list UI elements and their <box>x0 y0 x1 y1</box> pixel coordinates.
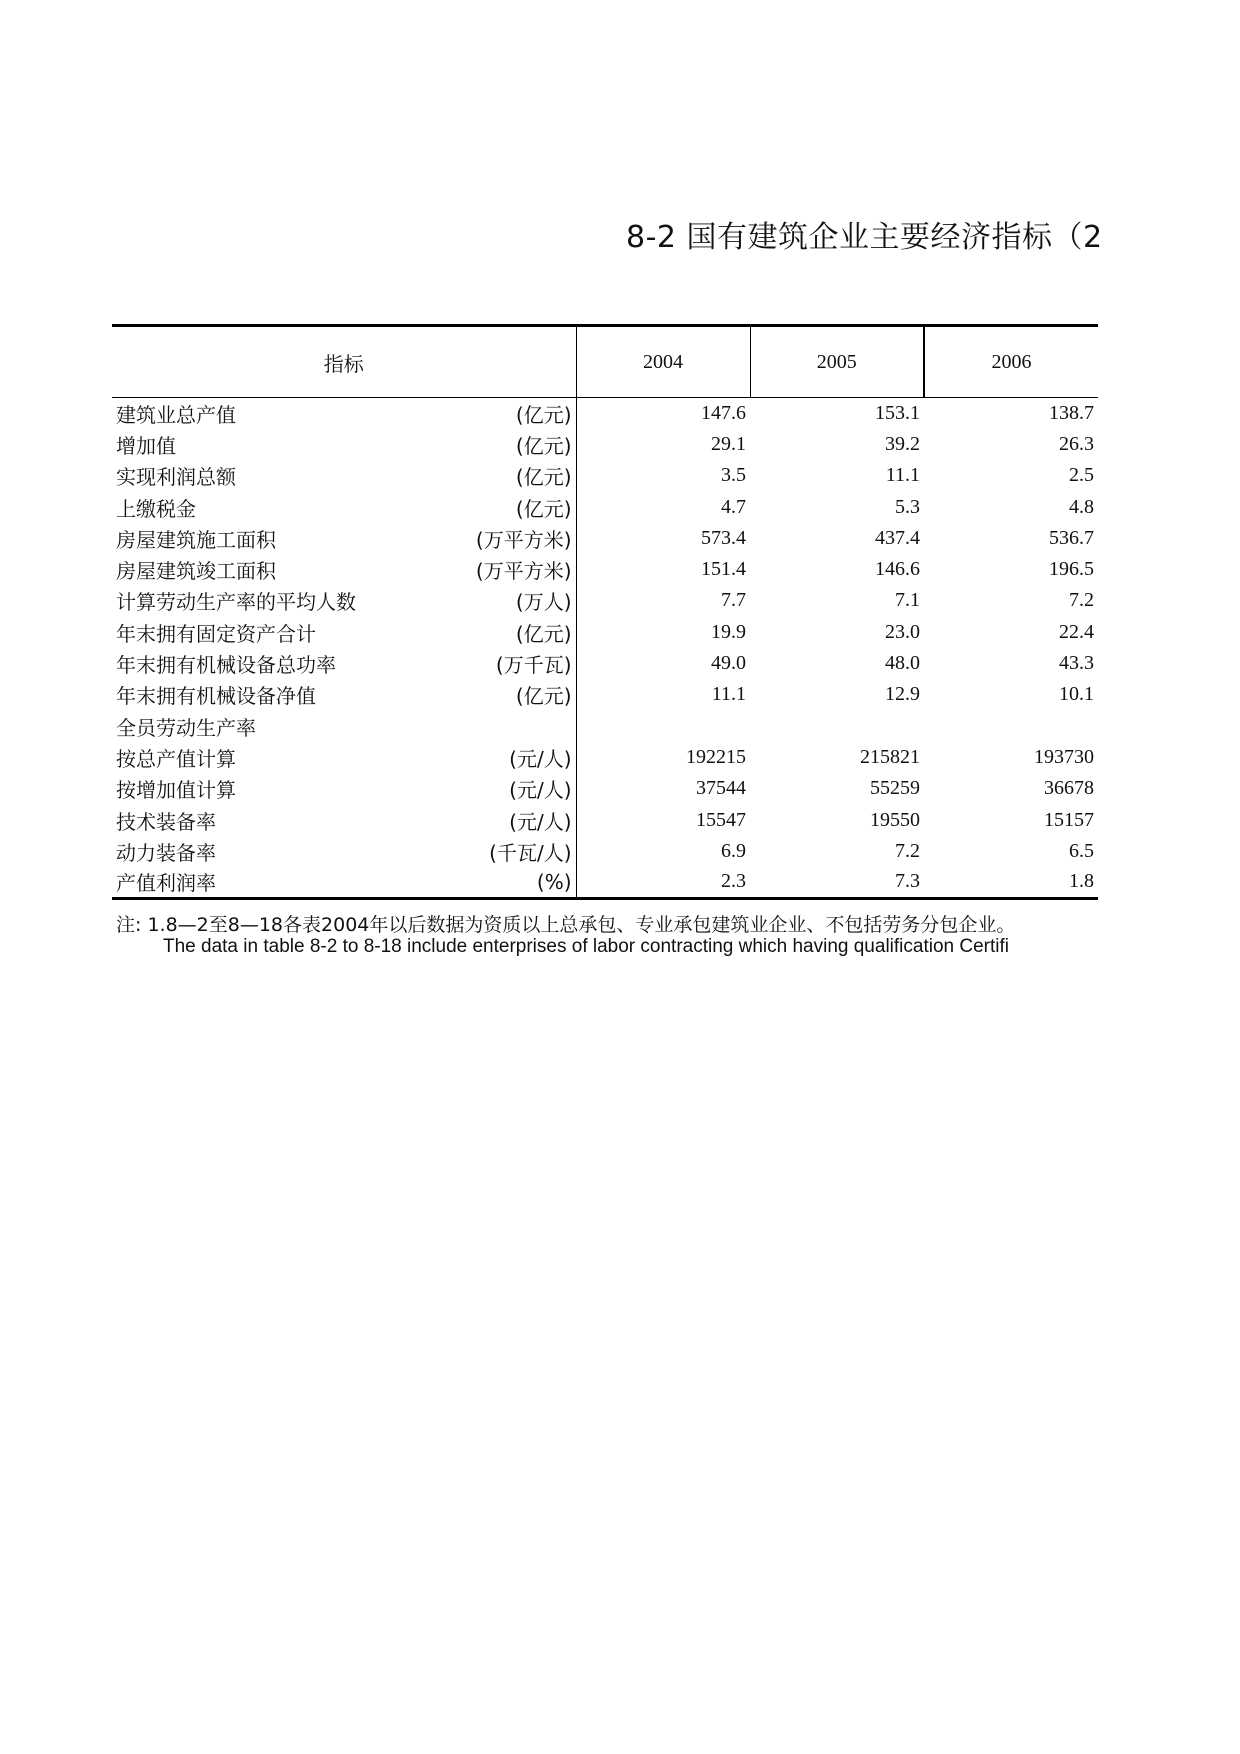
indicator-label: 计算劳动生产率的平均人数 <box>116 590 356 615</box>
indicator-label: 房屋建筑施工面积 <box>116 527 276 552</box>
indicator-unit: (元/人) <box>509 746 572 771</box>
indicator-label: 增加值 <box>116 433 176 458</box>
indicator-cell <box>112 398 576 429</box>
value-2004: 11.1 <box>576 679 750 710</box>
indicator-cell <box>112 867 576 898</box>
indicator-cell <box>112 460 576 491</box>
header-indicator: 指标 <box>112 326 576 398</box>
indicator-cell <box>112 617 576 648</box>
footnote-chinese-text: 注: 1.8—2至8—18各表2004年以后数据为资质以上总承包、专业承包建筑业企业、不包括劳务分包企业。 <box>116 914 1016 936</box>
value-2004: 7.7 <box>576 585 750 616</box>
table-header-row <box>112 326 1098 398</box>
header-year-2005: 2005 <box>750 326 924 398</box>
table-row <box>112 648 1098 679</box>
header-year-2004: 2004 <box>576 326 750 398</box>
value-2004: 3.5 <box>576 460 750 491</box>
table-row <box>112 742 1098 773</box>
indicator-label: 年末拥有机械设备总功率 <box>116 653 336 678</box>
value-2006: 26.3 <box>1059 432 1094 455</box>
indicator-cell <box>112 523 576 554</box>
value-2004: 6.9 <box>576 836 750 867</box>
value-2005: 153.1 <box>875 401 920 424</box>
indicator-label: 上缴税金 <box>116 496 196 521</box>
indicator-cell <box>112 429 576 460</box>
value-2006: 15157 <box>1044 808 1094 831</box>
table-row <box>112 804 1098 835</box>
value-2004: 37544 <box>576 773 750 804</box>
value-2005: 146.6 <box>875 558 920 581</box>
indicator-cell <box>112 648 576 679</box>
table-row <box>112 491 1098 522</box>
value-2005: 5.3 <box>895 495 920 518</box>
value-2006: 10.1 <box>1059 683 1094 706</box>
indicator-label: 建筑业总产值 <box>116 402 236 427</box>
indicator-cell <box>112 773 576 804</box>
indicator-cell <box>112 491 576 522</box>
value-2005: 215821 <box>860 745 920 768</box>
page-title: 8-2 国有建筑企业主要经济指标（2 <box>626 220 1103 255</box>
table-row <box>112 398 1098 429</box>
indicator-label: 全员劳动生产率 <box>116 715 256 740</box>
value-2004: 2.3 <box>576 867 750 898</box>
indicator-label: 实现利润总额 <box>116 465 236 490</box>
table-row <box>112 523 1098 554</box>
table-row <box>112 617 1098 648</box>
table-row <box>112 460 1098 491</box>
value-2006: 4.8 <box>1069 495 1094 518</box>
table-row <box>112 710 1098 741</box>
indicator-unit: (亿元) <box>515 621 572 646</box>
indicator-unit: (亿元) <box>515 433 572 458</box>
indicator-cell <box>112 554 576 585</box>
value-2005: 12.9 <box>885 683 920 706</box>
table-row <box>112 585 1098 616</box>
value-2006: 196.5 <box>1049 558 1094 581</box>
indicator-unit: (亿元) <box>515 496 572 521</box>
value-2005: 55259 <box>870 777 920 800</box>
indicator-unit: (元/人) <box>509 778 572 803</box>
value-2006: 22.4 <box>1059 620 1094 643</box>
table-row <box>112 836 1098 867</box>
value-2004: 19.9 <box>576 617 750 648</box>
table-row <box>112 679 1098 710</box>
value-2006: 1.8 <box>924 867 1098 898</box>
indicator-label: 按增加值计算 <box>116 778 236 803</box>
indicator-cell <box>112 679 576 710</box>
value-2004: 151.4 <box>576 554 750 585</box>
indicator-unit: (亿元) <box>515 465 572 490</box>
value-2006: 193730 <box>1034 745 1094 768</box>
value-2005: 23.0 <box>885 620 920 643</box>
table-row <box>112 429 1098 460</box>
table-row <box>112 773 1098 804</box>
value-2005: 19550 <box>870 808 920 831</box>
indicator-cell <box>112 710 576 741</box>
indicator-unit: (万人) <box>515 590 572 615</box>
indicator-unit: (万千瓦) <box>495 653 572 678</box>
value-2006: 536.7 <box>1049 526 1094 549</box>
indicator-unit: (万平方米) <box>475 527 572 552</box>
indicator-label: 年末拥有机械设备净值 <box>116 684 316 709</box>
indicator-label: 技术装备率 <box>116 809 216 834</box>
indicator-unit: (亿元) <box>515 402 572 427</box>
value-2004: 147.6 <box>576 398 750 429</box>
value-2005 <box>750 710 924 741</box>
value-2006: 7.2 <box>1069 589 1094 612</box>
indicator-cell <box>112 836 576 867</box>
indicator-unit: (千瓦/人) <box>489 840 572 865</box>
indicator-unit: (万平方米) <box>475 559 572 584</box>
indicator-cell <box>112 585 576 616</box>
indicator-label: 按总产值计算 <box>116 746 236 771</box>
indicator-table <box>112 324 1096 900</box>
value-2004: 49.0 <box>576 648 750 679</box>
value-2004: 15547 <box>576 804 750 835</box>
indicator-cell <box>112 804 576 835</box>
value-2006 <box>924 710 1098 741</box>
value-2005: 437.4 <box>875 526 920 549</box>
footnote-english: The data in table 8-2 to 8-18 include enterprises of labor contracting which having qualification Certifi <box>163 936 1009 957</box>
indicator-label: 年末拥有固定资产合计 <box>116 621 316 646</box>
value-2006: 2.5 <box>1069 464 1094 487</box>
indicator-unit: (元/人) <box>509 809 572 834</box>
value-2005: 7.3 <box>750 867 924 898</box>
value-2005: 39.2 <box>885 432 920 455</box>
value-2005: 11.1 <box>885 464 920 487</box>
indicator-label: 产值利润率 <box>116 871 216 896</box>
indicator-label: 动力装备率 <box>116 840 216 865</box>
footnote-chinese <box>116 910 1015 937</box>
value-2004: 29.1 <box>576 429 750 460</box>
value-2006: 36678 <box>1044 777 1094 800</box>
value-2006: 138.7 <box>1049 401 1094 424</box>
value-2005: 7.2 <box>895 839 920 862</box>
value-2004: 192215 <box>576 742 750 773</box>
value-2006: 6.5 <box>1069 839 1094 862</box>
indicator-unit: (亿元) <box>515 684 572 709</box>
table-row <box>112 554 1098 585</box>
value-2004 <box>576 710 750 741</box>
value-2004: 4.7 <box>576 491 750 522</box>
indicator-label: 房屋建筑竣工面积 <box>116 559 276 584</box>
indicator-unit: (%) <box>536 869 572 894</box>
value-2006: 43.3 <box>1059 652 1094 675</box>
table-row <box>112 867 1098 898</box>
value-2005: 7.1 <box>895 589 920 612</box>
header-year-2006: 2006 <box>924 326 1098 398</box>
value-2004: 573.4 <box>576 523 750 554</box>
indicator-cell <box>112 742 576 773</box>
value-2005: 48.0 <box>885 652 920 675</box>
